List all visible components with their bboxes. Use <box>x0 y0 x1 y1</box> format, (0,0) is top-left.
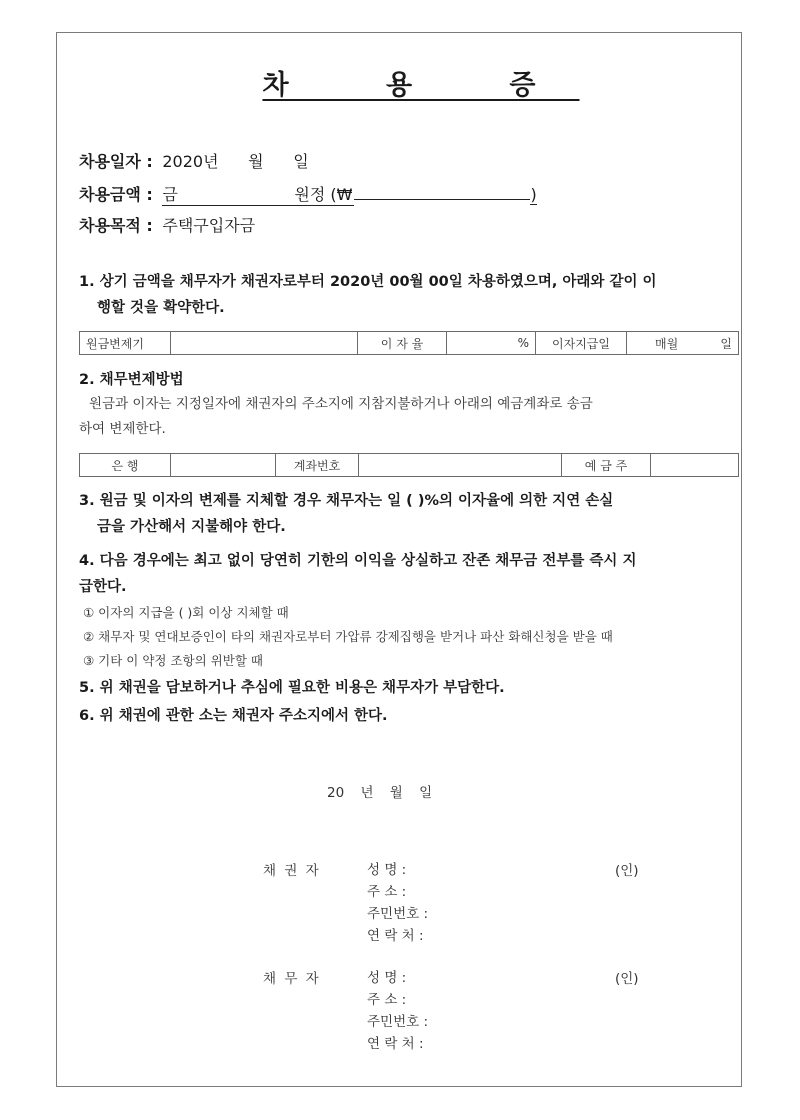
repayment-table <box>79 331 739 355</box>
clause-5: 5. 위 채권을 담보하거나 추심에 필요한 비용은 채무자가 부담한다. <box>79 680 505 696</box>
clause-4 <box>79 548 636 600</box>
creditor-name-label: 성 명 : <box>367 862 407 878</box>
clause-3 <box>79 488 613 540</box>
loan-date-day: 일 <box>293 152 309 171</box>
account-number-label: 계좌번호 <box>276 454 359 477</box>
loan-amount-label: 차용금액 : <box>79 185 153 204</box>
debtor-contact-label: 연 락 처 : <box>367 1036 424 1052</box>
clause-4-item-1: ① 이자의 지급을 ( )회 이상 지체할 때 <box>83 605 289 620</box>
debtor-fields <box>367 967 428 1055</box>
debtor-name-label: 성 명 : <box>367 970 407 986</box>
document-page <box>56 32 742 1087</box>
principal-due-label: 원금변제기 <box>80 332 171 355</box>
loan-purpose-value: 주택구입자금 <box>162 216 256 235</box>
clause-6: 6. 위 채권에 관한 소는 채권자 주소지에서 한다. <box>79 708 388 724</box>
account-holder-value <box>651 454 739 477</box>
clause-2-line1: 원금과 이자는 지정일자에 채권자의 주소지에 지참지불하거나 아래의 예금계좌로 송금 <box>89 396 593 412</box>
creditor-id-label: 주민번호 : <box>367 906 429 922</box>
clause-1 <box>79 269 657 321</box>
debtor-id-label: 주민번호 : <box>367 1014 429 1030</box>
debtor-address-label: 주 소 : <box>367 992 407 1008</box>
clause-4-line2: 급한다. <box>79 579 127 595</box>
bank-label: 은 행 <box>80 454 171 477</box>
clause-2-heading: 2. 채무변제방법 <box>79 372 184 388</box>
loan-amount-end: ) <box>530 185 537 204</box>
clause-2-body <box>79 392 593 442</box>
loan-amount-blank <box>354 199 530 200</box>
loan-amount-mid: 원정 (₩ <box>294 182 354 206</box>
clause-4-items <box>83 601 613 673</box>
account-holder-label: 예 금 주 <box>562 454 651 477</box>
clause-1-line1: 1. 상기 금액을 채무자가 채권자로부터 2020년 00월 00일 차용하였으며, 아래와 같이 이 <box>79 274 657 290</box>
loan-purpose-row <box>79 213 255 236</box>
clause-2-line2: 하여 변제한다. <box>79 421 166 437</box>
account-number-value <box>359 454 562 477</box>
interest-rate-label: 이 자 율 <box>358 332 447 355</box>
creditor-role: 채 권 자 <box>263 863 321 879</box>
interest-payday-value <box>627 332 739 355</box>
clause-4-item-2: ② 채무자 및 연대보증인이 타의 채권자로부터 가압류 강제집행을 받거나 파산 화해신청을 받을 때 <box>83 629 613 644</box>
signing-date: 20 년 월 일 <box>327 785 433 801</box>
interest-payday-monthly: 매월 <box>655 336 679 351</box>
loan-date-row <box>79 149 309 172</box>
debtor-role: 채 무 자 <box>263 971 321 987</box>
principal-due-value <box>171 332 358 355</box>
clause-4-item-3: ③ 기타 이 약정 조항의 위반할 때 <box>83 653 263 668</box>
clause-4-line1: 4. 다음 경우에는 최고 없이 당연히 기한의 이익을 상실하고 잔존 채무금 전부를 즉시 지 <box>79 553 637 569</box>
debtor-seal: (인) <box>615 971 639 987</box>
bank-account-table <box>79 453 739 477</box>
clause-3-line2: 금을 가산해서 지불해야 한다. <box>97 519 286 535</box>
loan-date-month: 월 <box>248 152 264 171</box>
loan-amount-row <box>79 182 537 206</box>
interest-rate-unit: % <box>447 332 536 355</box>
clause-1-line2: 행할 것을 확약한다. <box>97 300 225 316</box>
interest-payday-day: 일 <box>720 336 732 351</box>
loan-amount-prefix: 금 <box>162 182 294 206</box>
loan-date-value: 2020년 <box>162 152 219 171</box>
loan-date-label: 차용일자 : <box>79 152 153 171</box>
interest-payday-label: 이자지급일 <box>536 332 627 355</box>
creditor-fields <box>367 859 428 947</box>
loan-purpose-label: 차용목적 : <box>79 216 153 235</box>
creditor-seal: (인) <box>615 863 639 879</box>
bank-value <box>171 454 276 477</box>
creditor-address-label: 주 소 : <box>367 884 407 900</box>
clause-3-line1: 3. 원금 및 이자의 변제를 지체할 경우 채무자는 일 ( )%의 이자율에 의한 지연 손실 <box>79 493 614 509</box>
creditor-contact-label: 연 락 처 : <box>367 928 424 944</box>
document-title: 차 용 증 <box>262 70 580 101</box>
